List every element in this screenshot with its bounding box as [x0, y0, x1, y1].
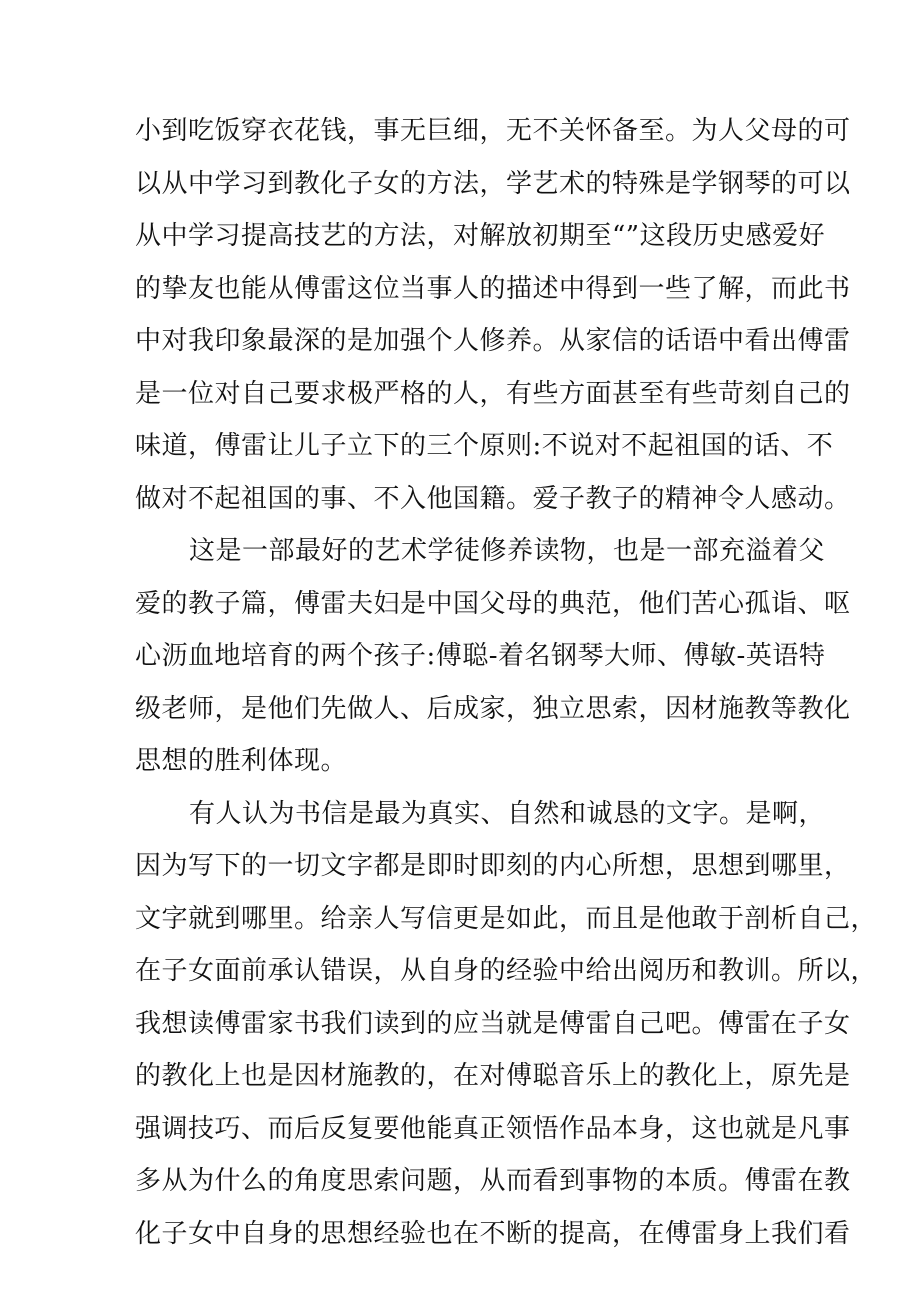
- text-line: 的挚友也能从傅雷这位当事人的描述中得到一些了解，而此书: [135, 273, 851, 304]
- text-line: 级老师，是他们先做人、后成家，独立思索，因材施教等教化: [135, 693, 851, 724]
- paragraph-1: [135, 105, 851, 525]
- text-line: 在子女面前承认错误，从自身的经验中给出阅历和教训。所以，: [135, 956, 878, 986]
- text-line: 从中学习提高技艺的方法，对解放初期至“”这段历史感爱好: [135, 221, 826, 251]
- text-line: 做对不起祖国的事、不入他国籍。爱子教子的精神令人感动。: [135, 483, 851, 514]
- text-line: 化子女中自身的思想经验也在不断的提高，在傅雷身上我们看: [135, 1218, 851, 1249]
- text-line: 我想读傅雷家书我们读到的应当就是傅雷自己吧。傅雷在子女: [135, 1008, 851, 1039]
- text-line: 因为写下的一切文字都是即时即刻的内心所想，思想到哪里，: [135, 851, 851, 881]
- text-line: 小到吃饭穿衣花钱，事无巨细，无不关怀备至。为人父母的可: [135, 116, 851, 146]
- paragraph-3: [135, 788, 878, 1261]
- text-line: 多从为什么的角度思索问题，从而看到事物的本质。傅雷在教: [135, 1166, 851, 1196]
- text-line: 的教化上也是因材施教的，在对傅聪音乐上的教化上，原先是: [135, 1061, 851, 1091]
- text-line-indented: 有人认为书信是最为真实、自然和诚恳的文字。是啊，: [189, 798, 826, 829]
- text-line: 中对我印象最深的是加强个人修养。从家信的话语中看出傅雷: [135, 326, 851, 356]
- text-line: 以从中学习到教化子女的方法，学艺术的特殊是学钢琴的可以: [135, 168, 851, 199]
- text-line: 思想的胜利体现。: [135, 746, 348, 776]
- text-line: 强调技巧、而后反复要他能真正领悟作品本身，这也就是凡事: [135, 1113, 851, 1144]
- paragraph-2: [135, 525, 851, 788]
- text-line: 心沥血地培育的两个孩子:傅聪-着名钢琴大师、傅敏-英语特: [135, 641, 826, 671]
- text-line: 味道，傅雷让儿子立下的三个原则:不说对不起祖国的话、不: [135, 431, 834, 461]
- document-body: [135, 105, 878, 1260]
- text-line: 文字就到哪里。给亲人写信更是如此，而且是他敢于剖析自己，: [135, 903, 878, 934]
- text-line: 爱的教子篇，傅雷夫妇是中国父母的典范，他们苦心孤诣、呕: [135, 588, 851, 619]
- text-line-indented: 这是一部最好的艺术学徒修养读物，也是一部充溢着父: [189, 536, 826, 566]
- text-line: 是一位对自己要求极严格的人，有些方面甚至有些苛刻自己的: [135, 378, 851, 409]
